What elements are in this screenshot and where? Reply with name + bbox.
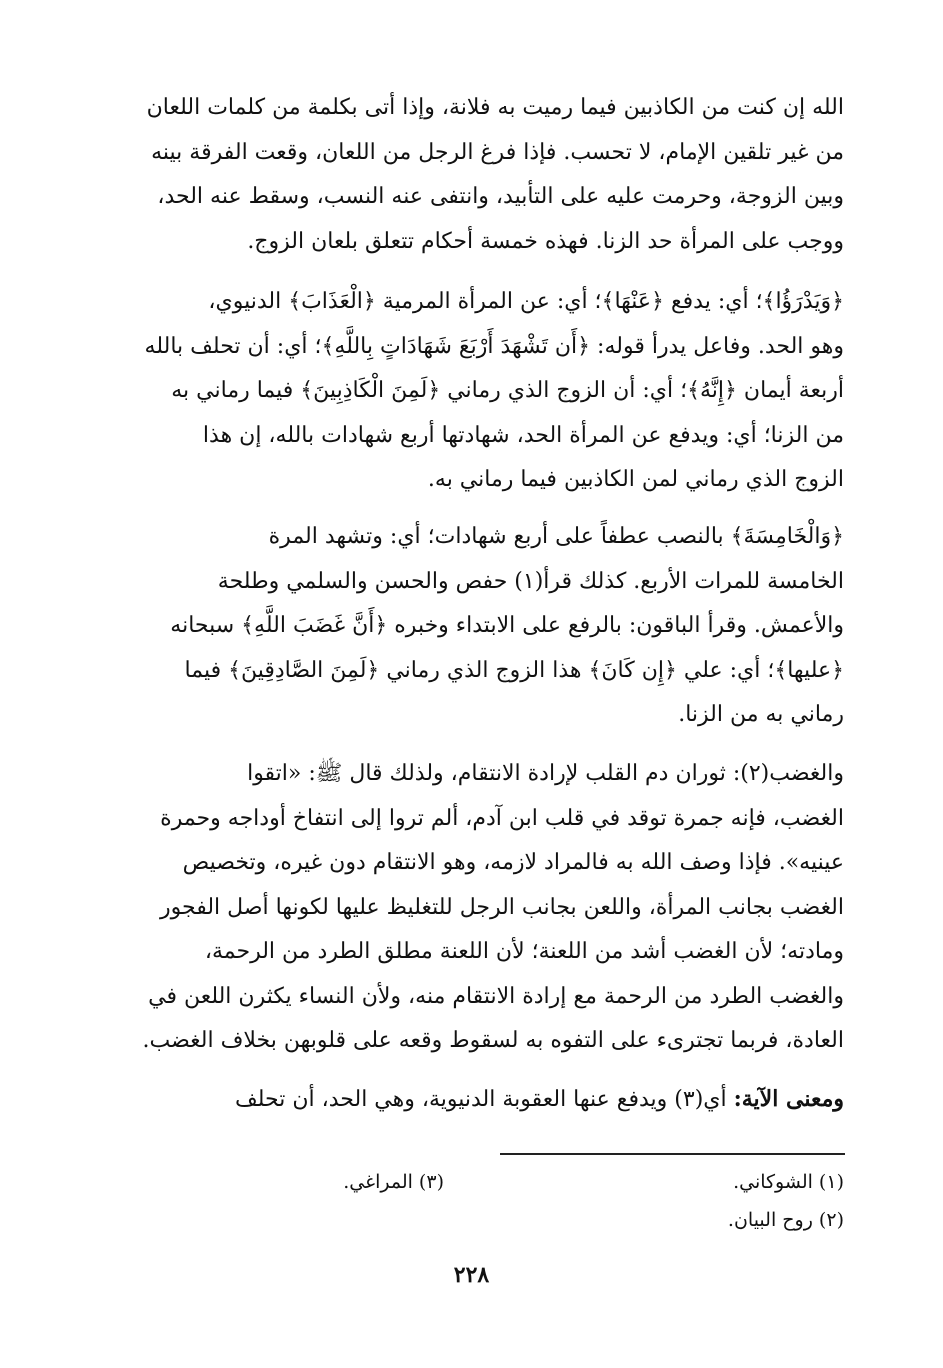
text-line: من غير تلقين الإمام، لا تحسب. فإذا فرغ الرجل من اللعان، وقعت الفرقة بينه — [151, 139, 844, 165]
section-lead: ومعنى الآية: — [733, 1086, 844, 1112]
footnote-divider — [500, 1153, 845, 1155]
text-line: والغضب الطرد من الرحمة مع إرادة الانتقام منه، ولأن النساء يكثرن اللعن في — [148, 983, 844, 1009]
text-line: والأعمش. وقرأ الباقون: بالرفع على الابتداء وخبره ﴿أَنَّ غَضَبَ اللَّهِ﴾ سبحانه — [170, 613, 844, 638]
paragraph-lian-rulings — [72, 86, 844, 264]
text-line: ﴿وَالْخَامِسَةَ﴾ بالنصب عطفاً على أربع شهادات؛ أي: وتشهد المرة — [268, 524, 844, 549]
text-line: الغضب، فإنه جمرة توقد في قلب ابن آدم، ألم تروا إلى انتفاخ أوداجه وحمرة — [160, 805, 844, 831]
paragraph-wayadrau — [72, 280, 844, 503]
paragraph-alkhamisa — [72, 515, 844, 738]
text-line: الخامسة للمرات الأربع. كذلك قرأ(١) حفص والحسن والسلمي وطلحة — [217, 568, 844, 594]
text-line: الله إن كنت من الكاذبين فيما رميت به فلانة، وإذا أتى بكلمة من كلمات اللعان — [146, 95, 844, 120]
footnote-2: (٢) روح البيان. — [727, 1209, 844, 1231]
text-line: الزوج الذي رماني لمن الكاذبين فيما رماني به. — [427, 467, 844, 492]
text-line: عينيه». فإذا وصف الله به فالمراد لازمه، وهو الانتقام دون غيره، وتخصيص — [182, 850, 844, 875]
footnote-3: (٣) المراغي. — [343, 1171, 444, 1193]
text-line — [72, 1077, 844, 1122]
text-line: ﴿وَيَدْرَؤُا﴾؛ أي: يدفع ﴿عَنْهَا﴾؛ أي: عن المرأة المرمية ﴿الْعَذَابَ﴾ الدنيوي، — [208, 289, 844, 314]
text-line: رماني به من الزنا. — [678, 702, 844, 727]
footnote-1: (١) الشوكاني. — [733, 1171, 844, 1193]
paragraph-verse-meaning — [72, 1077, 844, 1122]
text-line: الغضب بجانب المرأة، واللعن بجانب الرجل للتغليظ عليها لكونها أصل الفجور — [160, 894, 844, 920]
text-line-body: أي(٣) ويدفع عنها العقوبة الدنيوية، وهي الحد، أن تحلف — [235, 1087, 727, 1112]
page-number: ٢٢٨ — [453, 1262, 490, 1288]
text-line: من الزنا؛ أي: ويدفع عن المرأة الحد، شهادتها أربع شهادات بالله، إن هذا — [202, 422, 844, 448]
text-line: والغضب(٢): ثوران دم القلب لإرادة الانتقام، ولذلك قال ﷺ: «اتقوا — [247, 761, 844, 786]
text-line: وهو الحد. وفاعل يدرأ قوله: ﴿أَن تَشْهَدَ أَرْبَعَ شَهَادَاتٍ بِاللَّهِ﴾؛ أي: أن تحلف بالله — [144, 333, 844, 359]
text-line: وبين الزوجة، وحرمت عليه على التأبيد، وانتفى عنه النسب، وسقط عنه الحد، — [157, 184, 844, 209]
text-line: ومادته؛ لأن الغضب أشد من اللعنة؛ لأن اللعنة مطلق الطرد من الرحمة، — [204, 939, 844, 964]
text-line: ﴿عليها﴾؛ أي: علي ﴿إِن كَانَ﴾ هذا الزوج الذي رماني ﴿لَمِنَ الصَّادِقِينَ﴾ فيما — [184, 657, 844, 683]
text-line: العادة، فربما تجترىء على التفوه به لسقوط وقعه على قلوبهن بخلاف الغضب. — [142, 1028, 844, 1053]
text-line: أربعة أيمان ﴿إِنَّهُ﴾؛ أي: أن الزوج الذي رماني ﴿لَمِنَ الْكَاذِبِينَ﴾ فيما رماني به — [171, 378, 844, 403]
text-line: ووجب على المرأة حد الزنا. فهذه خمسة أحكام تتعلق بلعان الزوج. — [247, 228, 844, 254]
paragraph-ghadab — [72, 752, 844, 1064]
